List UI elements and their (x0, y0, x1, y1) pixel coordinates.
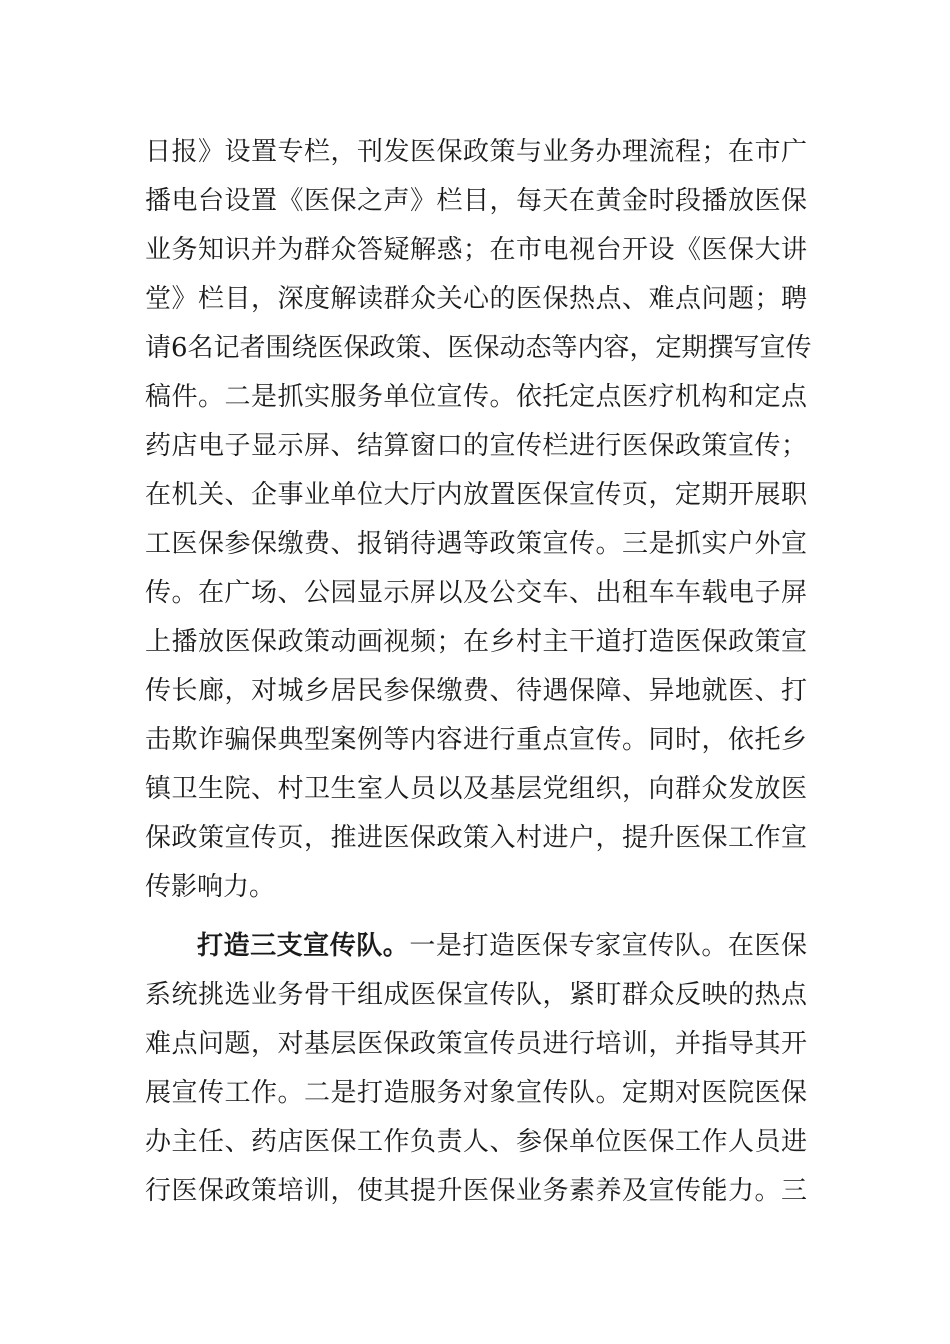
text-line: 系统挑选业务骨干组成医保宣传队，紧盯群众反映的热点 (145, 980, 807, 1010)
text-line: 在机关、企事业单位大厅内放置医保宣传页，定期开展职 (145, 480, 807, 510)
text-line: 展宣传工作。二是打造服务对象宣传队。定期对医院医保 (145, 1078, 807, 1108)
text-line: 镇卫生院、村卫生室人员以及基层党组织，向群众发放医 (145, 774, 807, 804)
text-line: 行医保政策培训，使其提升医保业务素养及宣传能力。三 (145, 1176, 807, 1206)
section-heading: 打造三支宣传队。 (197, 931, 410, 961)
text-line-first (197, 929, 807, 963)
text-line: 播电台设置《医保之声》栏目，每天在黄金时段播放医保 (145, 186, 807, 216)
text-line: 传长廊，对城乡居民参保缴费、待遇保障、异地就医、打 (145, 676, 807, 706)
text-line: 日报》设置专栏，刊发医保政策与业务办理流程；在市广 (145, 137, 807, 167)
text-line: 堂》栏目，深度解读群众关心的医保热点、难点问题；聘 (145, 284, 807, 314)
text-line: 保政策宣传页，推进医保政策入村进户，提升医保工作宣 (145, 823, 807, 853)
text-line: 药店电子显示屏、结算窗口的宣传栏进行医保政策宣传； (145, 431, 807, 461)
first-line-text: 一是打造医保专家宣传队。在医保 (409, 931, 807, 961)
text-line: 业务知识并为群众答疑解惑；在市电视台开设《医保大讲 (145, 235, 807, 265)
text-line: 上播放医保政策动画视频；在乡村主干道打造医保政策宣 (145, 627, 807, 657)
text-line: 传影响力。 (145, 872, 276, 902)
text-line: 传。在广场、公园显示屏以及公交车、出租车车载电子屏 (145, 578, 807, 608)
text-line: 稿件。二是抓实服务单位宣传。依托定点医疗机构和定点 (145, 382, 807, 412)
text-line: 击欺诈骗保典型案例等内容进行重点宣传。同时，依托乡 (145, 725, 807, 755)
text-line: 办主任、药店医保工作负责人、参保单位医保工作人员进 (145, 1127, 807, 1157)
text-line: 工医保参保缴费、报销待遇等政策宣传。三是抓实户外宣 (145, 529, 807, 559)
text-line: 难点问题，对基层医保政策宣传员进行培训，并指导其开 (145, 1029, 807, 1059)
text-line: 请6名记者围绕医保政策、医保动态等内容，定期撰写宣传 (145, 333, 812, 363)
